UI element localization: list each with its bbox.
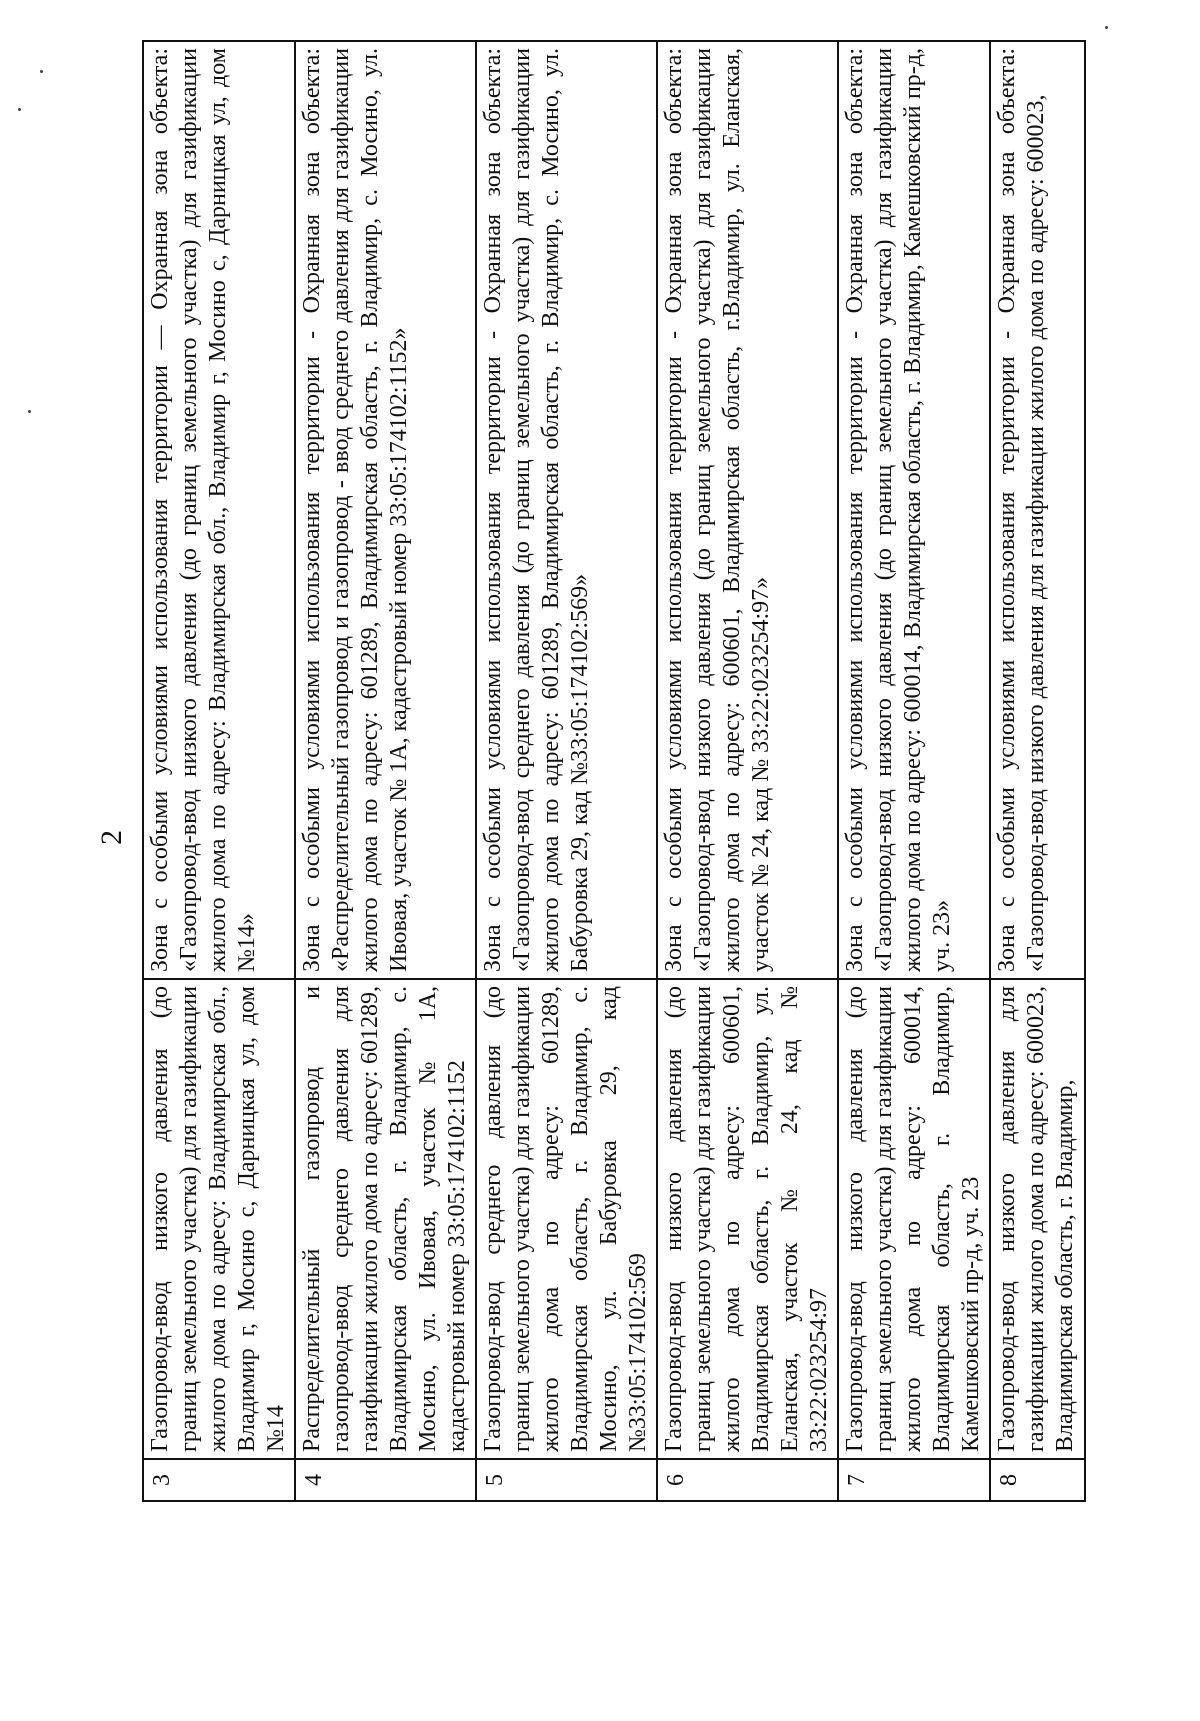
table-row xyxy=(990,41,1085,1501)
object-description: Газопровод-ввод среднего давления (до границ земельного участка) для газификации жилого дома по адресу: 601289, Владимирская область, г. Владимир, с. Мосино, ул. Бабуровка 29, кад №33:05:174102:569 xyxy=(476,979,657,1459)
object-description: Газопровод-ввод низкого давления (до границ земельного участка) для газификации жилого дома по адресу: 600601, Владимирская область, г. Владимир, ул. Еланская, участок № 24, кад № 33:22:023254:97 xyxy=(657,979,838,1459)
table-row xyxy=(657,41,838,1501)
zone-description: Зона с особыми условиями использования территории - Охранная зона объекта: «Газопровод-ввод низкого давления для газификации жилого дома по адресу: 600023, xyxy=(990,41,1085,979)
object-description: Газопровод-ввод низкого давления (до границ земельного участка) для газификации жилого дома по адресу: 600014, Владимирская область, г. Владимир, Камешковский пр-д, уч. 23 xyxy=(838,979,990,1459)
zone-description: Зона с особыми условиями использования территории - Охранная зона объекта: «Газопровод-ввод низкого давления (до границ земельного участка) для газификации жилого дома по адресу: 600601, Владимирская область, г.Владимир, ул. Еланская, участок № 24, кад № 33:22:023254:97» xyxy=(657,41,838,979)
table-row xyxy=(476,41,657,1501)
row-number: 6 xyxy=(657,1459,838,1501)
row-number: 3 xyxy=(143,1459,295,1501)
object-description: Газопровод-ввод низкого давления (до границ земельного участка) для газификации жилого дома по адресу: Владимирская обл., Владимир г, Мосино с, Дарницкая ул, дом №14 xyxy=(143,979,295,1459)
table-row xyxy=(838,41,990,1501)
scan-speck xyxy=(1105,26,1108,29)
zone-description: Зона с особыми условиями использования территории - Охранная зона объекта: «Газопровод-ввод низкого давления (до границ земельного участка) для газификации жилого дома по адресу: 600014, Владимирская область, г. Владимир, Камешковский пр-д, уч. 23» xyxy=(838,41,990,979)
page-number: 2 xyxy=(95,830,128,845)
gas-pipeline-table xyxy=(142,40,1086,1502)
zone-description: Зона с особыми условиями использования территории - Охранная зона объекта: «Газопровод-ввод среднего давления (до границ земельного участка) для газификации жилого дома по адресу: 601289, Владимирская область, г. Владимир, с. Мосино, ул. Бабуровка 29, кад №33:05:174102:569» xyxy=(476,41,657,979)
zone-description: Зона с особыми условиями использования территории - Охранная зона объекта: «Распределительный газопровод и газопровод - ввод среднего давления для газификации жилого дома по адресу: 601289, Владимирская область, г. Владимир, с. Мосино, ул. Ивовая, участок № 1А, кадастровый номер 33:05:174102:1152» xyxy=(295,41,476,979)
object-description: Газопровод-ввод низкого давления для газификации жилого дома по адресу: 600023, Владимирская область, г. Владимир, xyxy=(990,979,1085,1459)
object-description: Распределительный газопровод и газопровод-ввод среднего давления для газификации жилого дома по адресу: 601289, Владимирская область, г. Владимир, с. Мосино, ул. Ивовая, участок № 1А, кадастровый номер 33:05:174102:1152 xyxy=(295,979,476,1459)
rotated-table-wrapper xyxy=(142,42,1086,1502)
zone-description: Зона с особыми условиями использования территории — Охранная зона объекта: «Газопровод-ввод низкого давления (до границ земельного участка) для газификации жилого дома по адресу: Владимирская обл., Владимир г, Мосино с, Дарницкая ул, дом №14» xyxy=(143,41,295,979)
row-number: 8 xyxy=(990,1459,1085,1501)
scan-speck xyxy=(28,410,31,413)
table-row xyxy=(295,41,476,1501)
scan-speck xyxy=(18,108,21,111)
row-number: 5 xyxy=(476,1459,657,1501)
row-number: 7 xyxy=(838,1459,990,1501)
row-number: 4 xyxy=(295,1459,476,1501)
scan-speck xyxy=(40,70,43,73)
table-row xyxy=(143,41,295,1501)
